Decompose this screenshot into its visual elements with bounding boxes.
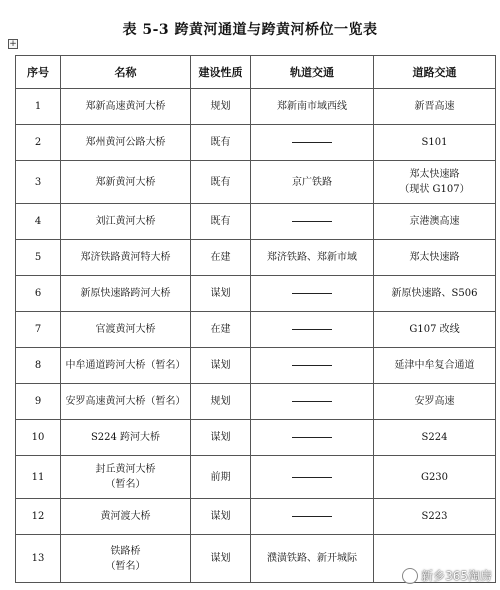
cell-name	[61, 204, 191, 240]
cell-number: 7	[16, 312, 61, 348]
table-title: 表 5-3 跨黄河通道与跨黄河桥位一览表	[122, 22, 378, 38]
empty-dash	[292, 329, 332, 330]
empty-dash	[292, 477, 332, 478]
table-row	[16, 348, 496, 384]
cell-name	[61, 240, 191, 276]
cell-status: 规划	[191, 384, 251, 420]
cell-name-line: 黄河渡大桥	[100, 511, 151, 522]
header-status: 建设性质	[191, 56, 251, 89]
cell-status: 规划	[191, 89, 251, 125]
cell-number: 12	[16, 499, 61, 535]
empty-dash	[292, 516, 332, 517]
cell-name-line: 郑州黄河公路大桥	[85, 137, 166, 148]
cell-road	[374, 276, 496, 312]
empty-dash	[292, 142, 332, 143]
cell-status: 既有	[191, 161, 251, 204]
cell-number: 6	[16, 276, 61, 312]
cell-status: 谋划	[191, 535, 251, 583]
cell-rail	[251, 312, 374, 348]
cell-name-line: 中牟通道跨河大桥（暂名）	[65, 360, 186, 371]
cell-number: 2	[16, 125, 61, 161]
table-row	[16, 204, 496, 240]
cell-road-line: S101	[421, 137, 448, 148]
cell-number: 3	[16, 161, 61, 204]
table-row	[16, 384, 496, 420]
cell-rail	[251, 535, 374, 583]
cell-name-line: （暂名）	[105, 479, 146, 490]
cell-road	[374, 204, 496, 240]
header-number: 序号	[16, 56, 61, 89]
table-row	[16, 89, 496, 125]
table-header-row	[16, 56, 496, 89]
watermark	[402, 567, 492, 584]
cell-road-line: 新晋高速	[414, 101, 455, 112]
cell-road	[374, 456, 496, 499]
cell-name-line: 铁路桥	[110, 545, 141, 557]
cell-name	[61, 420, 191, 456]
cell-rail	[251, 161, 374, 204]
cell-name-line: 郑新高速黄河大桥	[85, 101, 166, 112]
cell-status: 谋划	[191, 420, 251, 456]
cell-number: 4	[16, 204, 61, 240]
cell-road-line: G230	[420, 471, 449, 483]
cell-number: 1	[16, 89, 61, 125]
bridge-table	[15, 55, 496, 583]
table-row	[16, 161, 496, 204]
cell-name	[61, 348, 191, 384]
cell-name	[61, 456, 191, 499]
table-body	[16, 89, 496, 583]
cell-name-line: 郑济铁路黄河特大桥	[80, 252, 171, 263]
cell-number: 8	[16, 348, 61, 384]
cell-number: 9	[16, 384, 61, 420]
cell-road	[374, 161, 496, 204]
cell-status: 谋划	[191, 276, 251, 312]
cell-road-line: S224	[421, 432, 448, 443]
cell-rail	[251, 204, 374, 240]
cell-name	[61, 384, 191, 420]
cell-road	[374, 499, 496, 535]
header-rail: 轨道交通	[251, 56, 374, 89]
cell-name-line: 封丘黄河大桥	[95, 464, 156, 475]
cell-number: 13	[16, 535, 61, 583]
cell-name-line: 新原快速路跨河大桥	[80, 288, 171, 299]
cell-status: 谋划	[191, 499, 251, 535]
cell-name	[61, 276, 191, 312]
cell-name	[61, 161, 191, 204]
table-row	[16, 276, 496, 312]
cell-rail	[251, 456, 374, 499]
cell-rail	[251, 499, 374, 535]
cell-road-line: 延津中牟复合通道	[394, 360, 475, 371]
cell-road-line: 新原快速路、S506	[391, 288, 478, 299]
cell-status: 既有	[191, 204, 251, 240]
cell-rail-line: 郑新南市域西线	[277, 101, 347, 112]
cell-name-line: （暂名）	[105, 560, 146, 572]
cell-name	[61, 535, 191, 583]
cell-number: 11	[16, 456, 61, 499]
cell-name-line: 官渡黄河大桥	[95, 324, 156, 335]
cell-status: 在建	[191, 312, 251, 348]
cell-road	[374, 420, 496, 456]
cell-road-line: 安罗高速	[414, 396, 455, 407]
cell-status: 前期	[191, 456, 251, 499]
cell-status: 既有	[191, 125, 251, 161]
cell-number: 10	[16, 420, 61, 456]
cell-road-line: S223	[421, 511, 448, 522]
cell-road	[374, 125, 496, 161]
cell-name	[61, 312, 191, 348]
cell-rail	[251, 125, 374, 161]
cell-name-line: 安罗高速黄河大桥（暂名）	[65, 396, 186, 407]
empty-dash	[292, 221, 332, 222]
table-row	[16, 312, 496, 348]
cell-road	[374, 384, 496, 420]
cell-rail	[251, 89, 374, 125]
cell-rail	[251, 384, 374, 420]
cell-name	[61, 125, 191, 161]
cell-rail	[251, 240, 374, 276]
cell-name-line: 刘江黄河大桥	[95, 216, 156, 227]
header-name: 名称	[61, 56, 191, 89]
cell-road-line: 郑太快速路	[409, 169, 460, 180]
cell-name-line: S224 跨河大桥	[90, 432, 161, 443]
cell-rail	[251, 348, 374, 384]
table-row	[16, 125, 496, 161]
empty-dash	[292, 437, 332, 438]
watermark-text: 新乡365淘房	[421, 569, 492, 583]
cell-rail-line: 郑济铁路、郑新市域	[267, 252, 357, 263]
table-row	[16, 240, 496, 276]
cell-rail-line: 京广铁路	[292, 176, 332, 188]
empty-dash	[292, 365, 332, 366]
cell-road	[374, 348, 496, 384]
cell-status: 在建	[191, 240, 251, 276]
watermark-logo-icon	[402, 568, 418, 584]
cell-status: 谋划	[191, 348, 251, 384]
cell-name	[61, 499, 191, 535]
cell-rail	[251, 420, 374, 456]
cell-name-line: 郑新黄河大桥	[95, 176, 156, 188]
cell-road-line: G107 改线	[409, 324, 460, 335]
cell-rail-line: 濮潢铁路、新开城际	[267, 553, 357, 564]
table-anchor-icon[interactable]: +	[9, 39, 17, 49]
empty-dash	[292, 293, 332, 294]
cell-road-line: 京港澳高速	[409, 216, 460, 227]
cell-number: 5	[16, 240, 61, 276]
table-row	[16, 420, 496, 456]
cell-name	[61, 89, 191, 125]
cell-road-line: 郑太快速路	[409, 252, 460, 263]
cell-road	[374, 312, 496, 348]
header-road: 道路交通	[374, 56, 496, 89]
table-row	[16, 456, 496, 499]
cell-rail	[251, 276, 374, 312]
cell-road-line: （现状 G107）	[399, 184, 470, 195]
empty-dash	[292, 401, 332, 402]
cell-road	[374, 240, 496, 276]
table-row	[16, 499, 496, 535]
cell-road	[374, 89, 496, 125]
